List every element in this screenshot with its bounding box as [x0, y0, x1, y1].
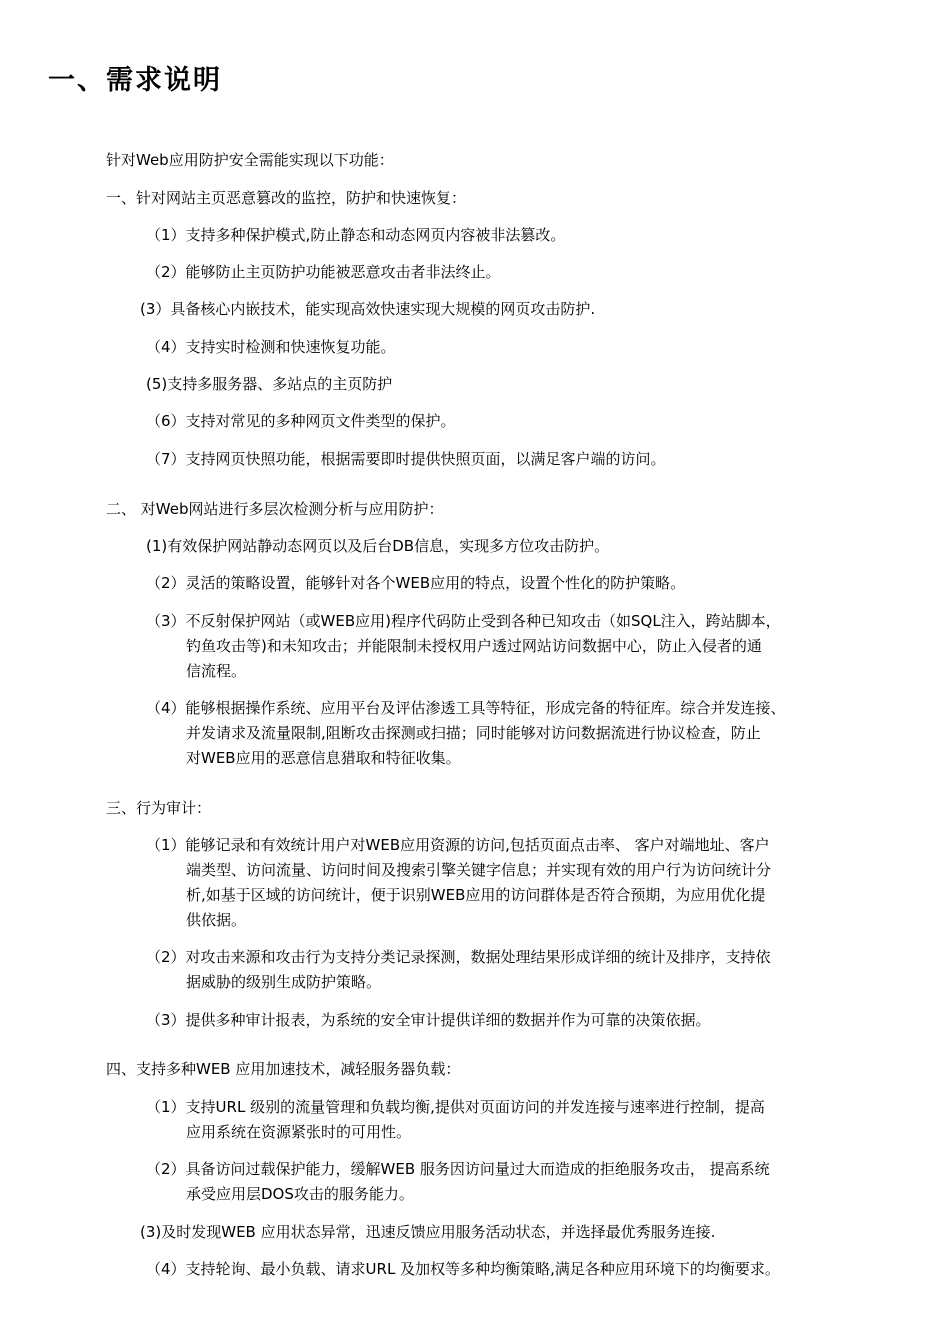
section2-item-3-line-3: 信流程。 — [186, 662, 247, 680]
section4-item-1-line-2: 应用系统在资源紧张时的可用性。 — [186, 1123, 412, 1141]
section3-item-1-line-3: 析,如基于区域的访问统计，便于识别WEB应用的访问群体是否符合预期，为应用优化提 — [186, 886, 766, 904]
section1-item-4: （4）支持实时检测和快速恢复功能。 — [146, 338, 396, 356]
page-title: 一、需求说明 — [48, 65, 222, 96]
section1-item-2: （2）能够防止主页防护功能被恶意攻击者非法终止。 — [146, 263, 501, 281]
section3-item-1-line-2: 端类型、访问流量、访问时间及搜索引擎关键字信息；并实现有效的用户行为访问统计分 — [186, 861, 772, 879]
section3-item-2-line-2: 据威胁的级别生成防护策略。 — [186, 973, 382, 991]
section2-item-1: (1)有效保护网站静动态网页以及后台DB信息，实现多方位攻击防护。 — [146, 537, 610, 555]
section1-item-6: （6）支持对常见的多种网页文件类型的保护。 — [146, 412, 456, 430]
intro-text: 针对Web应用防护安全需能实现以下功能： — [106, 151, 394, 169]
section2-item-4-line-3: 对WEB应用的恶意信息猎取和特征收集。 — [186, 749, 461, 767]
section3-item-2-line-1: （2）对攻击来源和攻击行为支持分类记录探测，数据处理结果形成详细的统计及排序，支持依 — [146, 948, 771, 966]
section4-title: 四、支持多种WEB 应用加速技术，减轻服务器负载： — [106, 1060, 461, 1078]
section1-title: 一、针对网站主页恶意篡改的监控，防护和快速恢复： — [106, 189, 467, 207]
section2-item-3-line-2: 钓鱼攻击等)和未知攻击；并能限制未授权用户透过网站访问数据中心，防止入侵者的通 — [186, 637, 762, 655]
section2-item-3-line-1: （3）不反射保护网站（或WEB应用)程序代码防止受到各种已知攻击（如SQL注入，跨站脚本， — [146, 612, 781, 630]
section3-item-1-line-4: 供依据。 — [186, 911, 247, 929]
section2-item-2: （2）灵活的策略设置，能够针对各个WEB应用的特点，设置个性化的防护策略。 — [146, 574, 686, 592]
section1-item-3: (3）具备核心内嵌技术，能实现高效快速实现大规模的网页攻击防护. — [140, 300, 596, 318]
section1-item-5: (5)支持多服务器、多站点的主页防护 — [146, 375, 393, 393]
section4-item-1-line-1: （1）支持URL 级别的流量管理和负载均衡,提供对页面访问的并发连接与速率进行控制，提高 — [146, 1098, 765, 1116]
section1-item-1: （1）支持多种保护模式,防止静态和动态网页内容被非法篡改。 — [146, 226, 566, 244]
section3-item-3: （3）提供多种审计报表，为系统的安全审计提供详细的数据并作为可靠的决策依据。 — [146, 1011, 711, 1029]
section3-item-1-line-1: （1）能够记录和有效统计用户对WEB应用资源的访问,包括页面点击率、 客户对端地址、客户 — [146, 836, 770, 854]
section2-item-4-line-2: 并发请求及流量限制,阻断攻击探测或扫描；同时能够对访问数据流进行协议检查，防止 — [186, 724, 761, 742]
section2-item-4-line-1: （4）能够根据操作系统、应用平台及评估渗透工具等特征，形成完备的特征库。综合并发连接、 — [146, 699, 786, 717]
section4-item-4: （4）支持轮询、最小负载、请求URL 及加权等多种均衡策略,满足各种应用环境下的均衡要求。 — [146, 1260, 780, 1278]
section4-item-2-line-1: （2）具备访问过载保护能力，缓解WEB 服务因访问量过大而造成的拒绝服务攻击， 提高系统 — [146, 1160, 770, 1178]
section4-item-3: (3)及时发现WEB 应用状态异常，迅速反馈应用服务活动状态，并选择最优秀服务连接. — [140, 1223, 716, 1241]
section4-item-2-line-2: 承受应用层DOS攻击的服务能力。 — [186, 1185, 414, 1203]
section2-title: 二、 对Web网站进行多层次检测分析与应用防护： — [106, 500, 444, 518]
section3-title: 三、行为审计： — [106, 799, 212, 817]
section1-item-7: （7）支持网页快照功能，根据需要即时提供快照页面，以满足客户端的访问。 — [146, 450, 666, 468]
